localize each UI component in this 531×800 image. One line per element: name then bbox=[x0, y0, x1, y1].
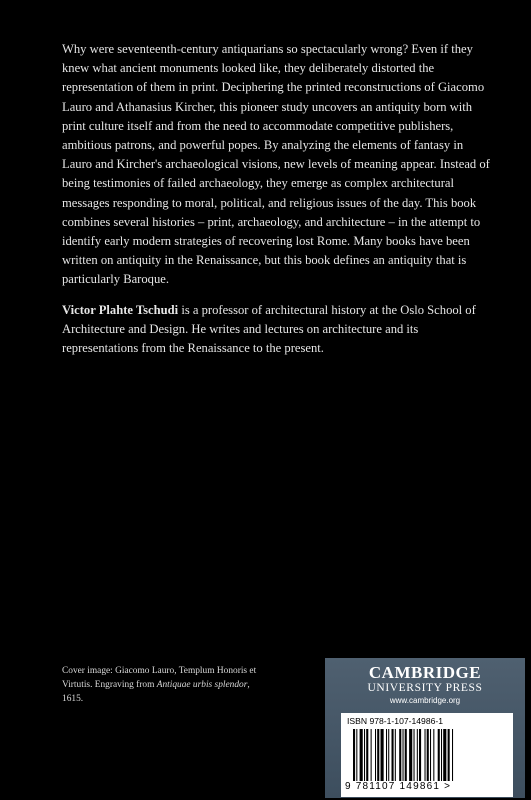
barcode-area bbox=[341, 713, 513, 797]
isbn-label: ISBN 978-1-107-14986-1 bbox=[347, 716, 444, 726]
publisher-panel bbox=[325, 658, 525, 798]
credit-title: Antiquae urbis splendor bbox=[156, 680, 248, 690]
author-bio bbox=[62, 301, 492, 359]
publisher-name-line1: CAMBRIDGE bbox=[368, 663, 482, 682]
publisher-name-line2: UNIVERSITY PRESS bbox=[367, 682, 483, 694]
barcode-digits: 9 781107 149861 > bbox=[345, 781, 452, 792]
publisher-url: www.cambridge.org bbox=[389, 696, 461, 705]
cover-image-credit bbox=[62, 664, 272, 706]
barcode-icon bbox=[353, 729, 503, 781]
description-blurb: Why were seventeenth-century antiquarians so spectacularly wrong? Even if they knew what ancient monuments looked like, they deliberately distorted the representation of them in print. Deciphering the printed reconstructions of Giacomo Lauro and Athanasius Kircher, this pioneer study uncovers an antiquity born with print culture itself and from the need to accommodate competitive publishers, ambitious patrons, and powerful popes. By analyzing the elements of fantasy in Lauro and Kircher's archaeological visions, new levels of meaning appear. Instead of being testimonies of failed archaeology, they emerge as complex architectural messages responding to moral, political, and religious issues of the day. This book combines several histories – print, archaeology, and architecture – in the attempt to identify early modern strategies of recovering lost Rome. Many books have been written on antiquity in the Renaissance, but this book defines an antiquity that is particularly Baroque. bbox=[62, 42, 490, 287]
author-name: Victor Plahte Tschudi bbox=[62, 303, 179, 317]
author-bio-text: is a professor of architectural history at the Oslo School of Architecture and Design. He writes and lectures on architecture and its representations from the Renaissance to the present. bbox=[62, 303, 476, 356]
publisher-logo bbox=[325, 664, 525, 706]
credit-suffix: , 1615. bbox=[62, 680, 250, 704]
credit-prefix: Cover image: Giacomo Lauro, Templum Honoris et Virtutis. Engraving from bbox=[62, 666, 257, 690]
